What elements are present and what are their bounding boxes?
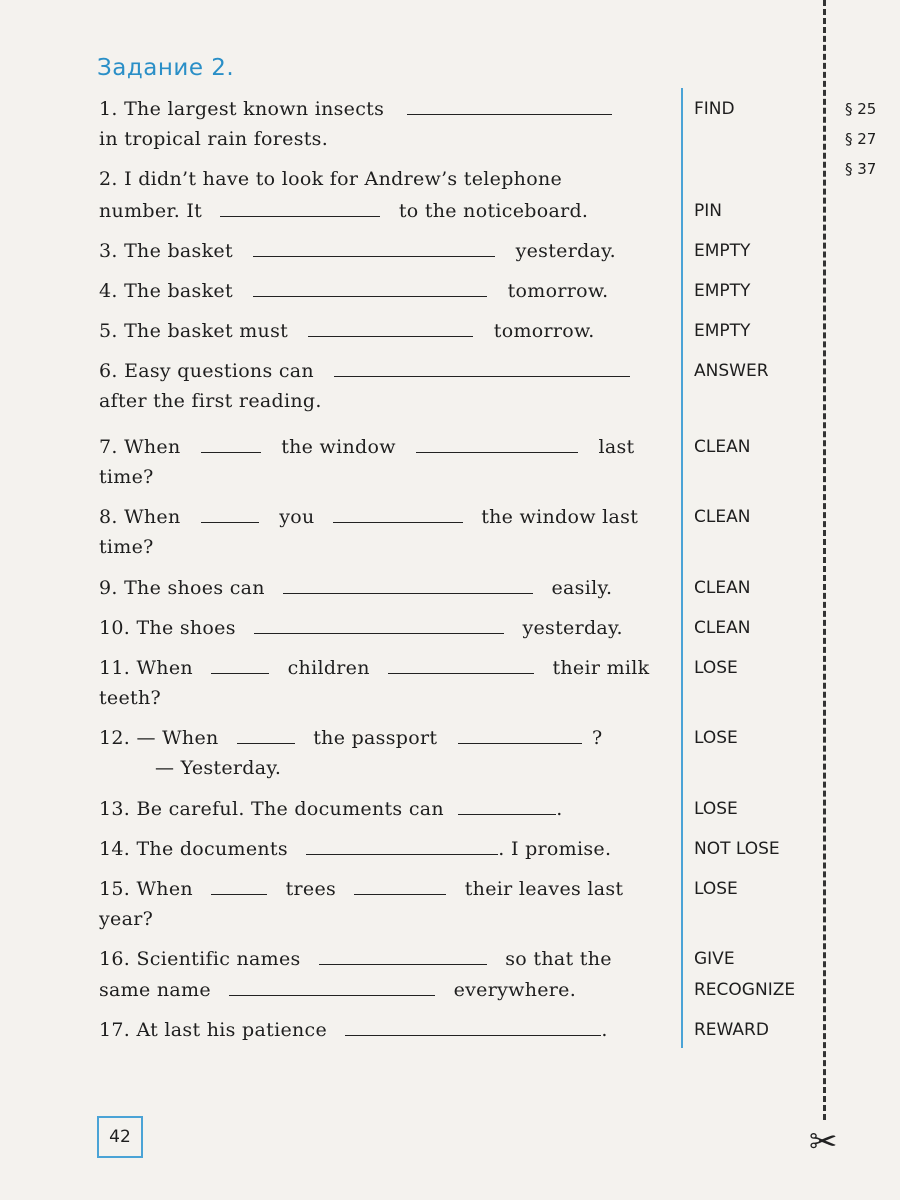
sentence-line: 1. The largest known insects: [99, 96, 612, 121]
cut-line: [823, 0, 826, 1120]
sentence-line: 16. Scientific names so that the: [99, 948, 612, 970]
sentence-line: number. It to the noticeboard.: [99, 200, 589, 222]
answer-blank[interactable]: [458, 796, 556, 815]
sentence-line: 9. The shoes can easily.: [99, 577, 613, 599]
sentence-line: 4. The basket tomorrow.: [99, 280, 609, 302]
sentence-line: 3. The basket yesterday.: [99, 240, 617, 262]
answer-blank[interactable]: [345, 1017, 601, 1036]
answer-blank[interactable]: [283, 575, 533, 594]
sentence-line: 6. Easy questions can: [99, 358, 630, 383]
scissors-icon: ✂: [809, 1122, 838, 1162]
keyword: ANSWER: [694, 361, 769, 381]
keyword: EMPTY: [694, 241, 751, 261]
keyword: CLEAN: [694, 507, 751, 527]
sentence-line: 12. — When the passport ?: [99, 727, 603, 749]
answer-blank[interactable]: [201, 434, 261, 453]
keyword: EMPTY: [694, 321, 751, 341]
answer-blank[interactable]: [254, 615, 504, 634]
answer-blank[interactable]: [334, 358, 630, 377]
answer-blank[interactable]: [211, 876, 267, 895]
sentence-line: teeth?: [99, 687, 161, 709]
keyword: LOSE: [694, 658, 738, 678]
answer-blank[interactable]: [319, 946, 487, 965]
sentence-line: — Yesterday.: [155, 757, 282, 779]
answer-blank[interactable]: [388, 655, 534, 674]
keyword: REWARD: [694, 1020, 769, 1040]
sentence-line: year?: [99, 908, 154, 930]
sentence-line: 14. The documents . I promise.: [99, 838, 612, 860]
answer-blank[interactable]: [211, 655, 269, 674]
keyword: NOT LOSE: [694, 839, 780, 859]
sentence-line: same name everywhere.: [99, 979, 577, 1001]
keyword: LOSE: [694, 879, 738, 899]
answer-blank[interactable]: [407, 96, 612, 115]
answer-blank[interactable]: [253, 278, 487, 297]
keyword: CLEAN: [694, 618, 751, 638]
keyword: LOSE: [694, 728, 738, 748]
sentence-line: 11. When children their milk: [99, 657, 650, 679]
answer-blank[interactable]: [201, 504, 259, 523]
answer-blank[interactable]: [458, 725, 582, 744]
sentence-line: 2. I didn’t have to look for Andrew’s telephone: [99, 168, 563, 190]
sentence-line: 7. When the window last: [99, 436, 635, 458]
answer-blank[interactable]: [253, 238, 495, 257]
section-ref: § 25: [845, 100, 877, 118]
answer-blank[interactable]: [237, 725, 295, 744]
sentence-line: 8. When you the window last: [99, 506, 639, 528]
sentence-line: 15. When trees their leaves last: [99, 878, 624, 900]
sentence-line: 17. At last his patience .: [99, 1019, 608, 1041]
keyword: CLEAN: [694, 578, 751, 598]
answer-blank[interactable]: [333, 504, 463, 523]
sentence-line: 10. The shoes yesterday.: [99, 617, 623, 639]
keyword: FIND: [694, 99, 735, 119]
keyword: CLEAN: [694, 437, 751, 457]
page-number: 42: [97, 1116, 143, 1158]
section-ref: § 37: [845, 160, 877, 178]
keyword: PIN: [694, 201, 722, 221]
sentence-line: 13. Be careful. The documents can .: [99, 798, 563, 820]
answer-blank[interactable]: [308, 318, 473, 337]
keyword: EMPTY: [694, 281, 751, 301]
answer-blank[interactable]: [354, 876, 446, 895]
answer-blank[interactable]: [220, 198, 380, 217]
exercise-title: Задание 2.: [97, 55, 235, 81]
answer-blank[interactable]: [306, 836, 498, 855]
sentence-line: in tropical rain forests.: [99, 128, 329, 150]
sentence-line: 5. The basket must tomorrow.: [99, 320, 595, 342]
section-ref: § 27: [845, 130, 877, 148]
sentence-line: time?: [99, 466, 154, 488]
answer-blank[interactable]: [229, 977, 435, 996]
keyword: GIVE: [694, 949, 735, 969]
sentence-line: after the first reading.: [99, 390, 322, 412]
section-references: [845, 98, 876, 188]
keyword: RECOGNIZE: [694, 980, 796, 1000]
sentence-line: time?: [99, 536, 154, 558]
column-divider: [681, 88, 683, 1048]
keyword: LOSE: [694, 799, 738, 819]
answer-blank[interactable]: [416, 434, 578, 453]
